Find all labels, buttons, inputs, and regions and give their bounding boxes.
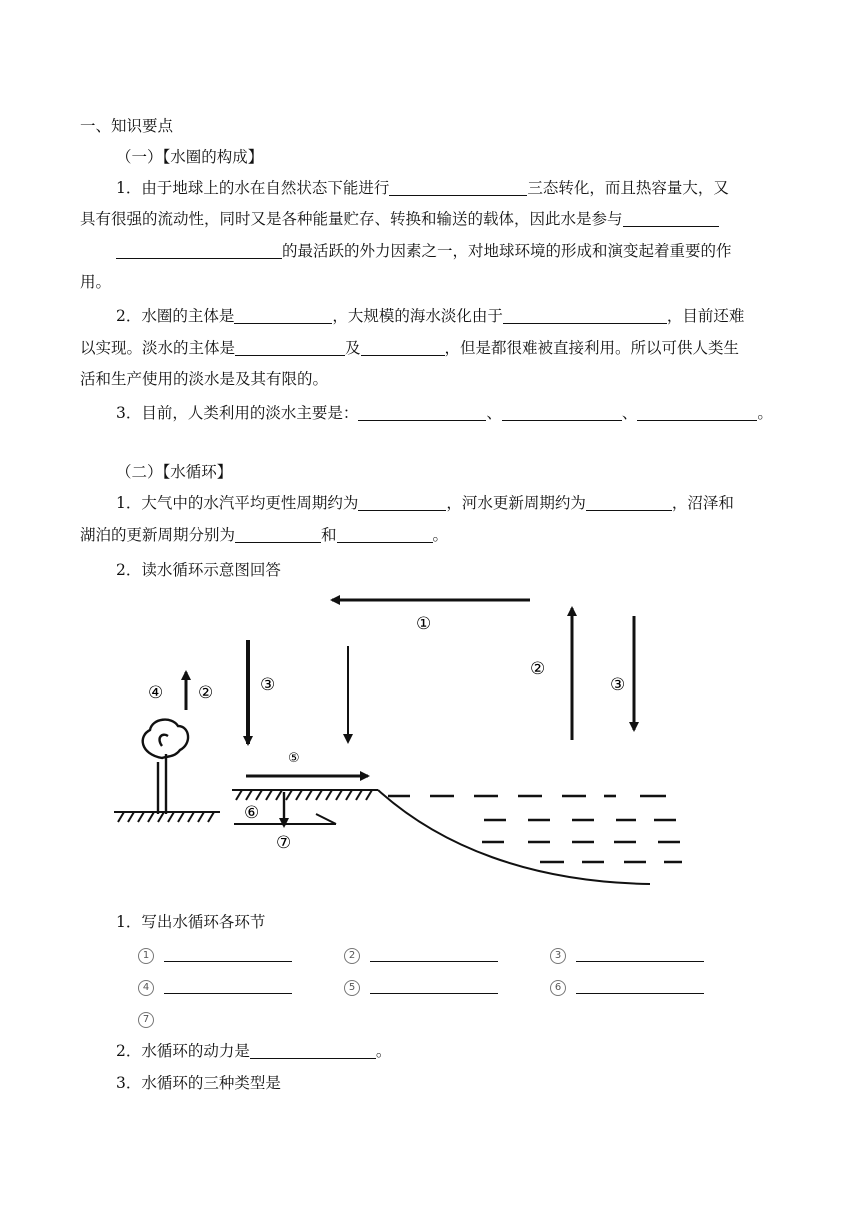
- number-badge: 5: [344, 980, 360, 996]
- text: 1．大气中的水汽平均更性周期约为: [116, 494, 359, 512]
- answer-blank[interactable]: [502, 404, 622, 421]
- part1-q2-line2: [80, 337, 739, 359]
- text: 2．水圈的主体是: [116, 307, 235, 325]
- answer-blank[interactable]: [370, 945, 498, 962]
- text: 。: [757, 404, 773, 422]
- coast-ground: [232, 790, 378, 800]
- answer-blank[interactable]: [637, 404, 757, 421]
- text: ，目前还难: [666, 307, 745, 325]
- part1-q1-line1: [116, 177, 729, 199]
- blank-item-1: [138, 943, 292, 965]
- answer-blank[interactable]: [164, 977, 292, 994]
- label-1: ①: [416, 614, 432, 634]
- number-badge: 3: [550, 948, 566, 964]
- part1-q2-line3: 活和生产使用的淡水是及其有限的。: [80, 370, 329, 388]
- text: 以实现。淡水的主体是: [80, 339, 236, 357]
- answer-blank[interactable]: [361, 339, 445, 356]
- answer-blank[interactable]: [164, 945, 292, 962]
- text: 及: [345, 339, 361, 357]
- part1-q1-line4: 用。: [80, 273, 112, 291]
- tree-icon: [143, 720, 188, 814]
- answer-blank[interactable]: [370, 977, 498, 994]
- text: ，河水更新周期约为: [446, 494, 586, 512]
- questions-q1: 1．写出水循环各环节: [116, 913, 266, 931]
- text: 、: [486, 404, 502, 422]
- answer-blank[interactable]: [389, 179, 527, 196]
- text: ，沼泽和: [671, 494, 734, 512]
- text: 。: [375, 1042, 392, 1060]
- part2-q2: 2．读水循环示意图回答: [116, 561, 281, 579]
- questions-q3: 3．水循环的三种类型是: [116, 1074, 281, 1092]
- part1-q2-line1: [116, 305, 744, 327]
- answer-blank[interactable]: [576, 945, 704, 962]
- text: ，大规模的海水淡化由于: [332, 307, 503, 325]
- label-2-left: ②: [198, 683, 214, 703]
- blank-item-3: [550, 943, 704, 965]
- text: 三态转化，而且热容量大，又: [527, 179, 729, 197]
- text: 、: [621, 404, 638, 422]
- text: 2．水循环的动力是: [116, 1042, 250, 1060]
- water-cycle-diagram: [110, 586, 690, 896]
- label-3-right: ③: [610, 675, 626, 695]
- label-2-right: ②: [530, 659, 546, 679]
- answer-blank[interactable]: [358, 404, 486, 421]
- part1-q3: [116, 402, 773, 424]
- answer-blank[interactable]: [234, 307, 332, 324]
- part1-q1-line3: [116, 240, 732, 262]
- sea-basin: [378, 790, 650, 884]
- answer-blank[interactable]: [586, 494, 672, 511]
- part2-q1-line2: [80, 524, 448, 546]
- blank-item-2: [344, 943, 498, 965]
- text: 的最活跃的外力因素之一，对地球环境的形成和演变起着重要的作: [282, 242, 732, 260]
- questions-q2: [116, 1040, 391, 1062]
- text: 1．由于地球上的水在自然状态下能进行: [116, 179, 390, 197]
- answer-blank[interactable]: [358, 494, 446, 511]
- number-badge: 1: [138, 948, 154, 964]
- label-5: ⑤: [288, 751, 300, 766]
- label-6: ⑥: [244, 803, 260, 823]
- part2-heading: （二）【水循环】: [116, 463, 233, 481]
- section-title: 一、知识要点: [80, 117, 174, 135]
- part1-heading: （一）【水圈的构成】: [116, 148, 264, 166]
- part1-q1-line2: [80, 208, 719, 230]
- number-badge: 7: [138, 1012, 154, 1028]
- blank-item-6: [550, 975, 704, 997]
- label-4: ④: [148, 683, 164, 703]
- text: ，但是都很难被直接利用。所以可供人类生: [444, 339, 740, 357]
- blank-item-5: [344, 975, 498, 997]
- answer-blank[interactable]: [116, 242, 282, 259]
- text: 湖泊的更新周期分别为: [80, 526, 236, 544]
- answer-blank[interactable]: [576, 977, 704, 994]
- blank-item-7: [138, 1007, 164, 1029]
- label-7: ⑦: [276, 833, 292, 853]
- answer-blank[interactable]: [250, 1042, 376, 1059]
- part2-q1-line1: [116, 492, 734, 514]
- answer-blank[interactable]: [623, 210, 719, 227]
- answer-blank[interactable]: [235, 339, 345, 356]
- text: 。: [432, 526, 449, 544]
- text: 具有很强的流动性，同时又是各种能量贮存、转换和输送的载体，因此水是参与: [80, 210, 623, 228]
- number-badge: 6: [550, 980, 566, 996]
- answer-blank[interactable]: [503, 307, 667, 324]
- text: 和: [321, 526, 337, 544]
- number-badge: 2: [344, 948, 360, 964]
- answer-blank[interactable]: [337, 526, 433, 543]
- text: 3．目前，人类利用的淡水主要是：: [116, 404, 359, 422]
- arrow-7-head: [316, 814, 336, 824]
- blank-item-4: [138, 975, 292, 997]
- answer-blank[interactable]: [235, 526, 321, 543]
- label-3-left: ③: [260, 675, 276, 695]
- number-badge: 4: [138, 980, 154, 996]
